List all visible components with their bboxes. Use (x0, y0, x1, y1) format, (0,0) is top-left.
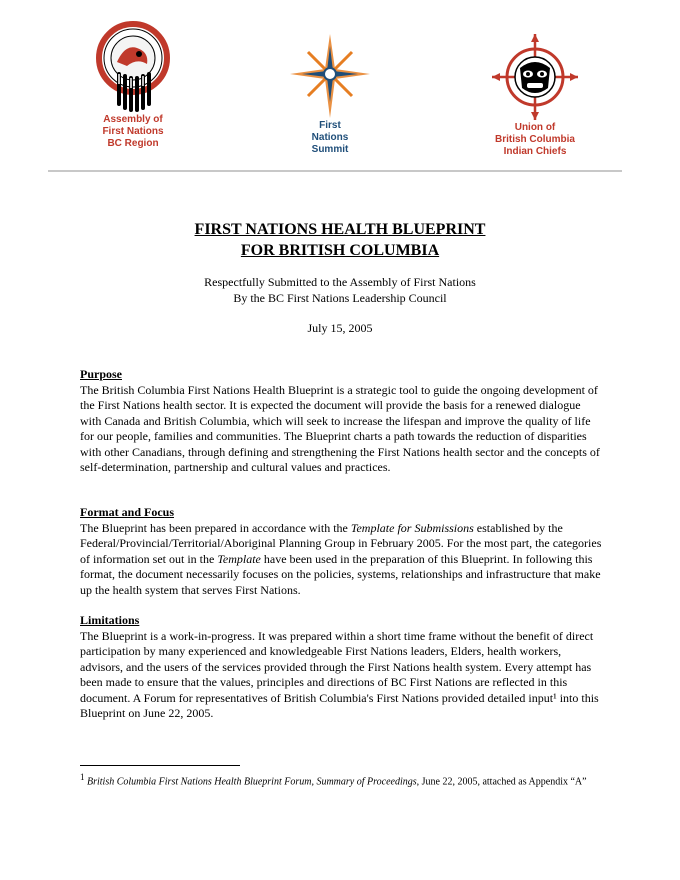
afn-logo (68, 18, 198, 150)
document-date: July 15, 2005 (307, 321, 373, 335)
afn-caption (68, 114, 198, 150)
body-text: The Blueprint has been prepared in accordance with the (80, 520, 351, 535)
section-purpose (80, 367, 602, 476)
ubcic-caption-line: Indian Chiefs (503, 146, 567, 157)
section-heading: Format and Focus (80, 505, 174, 519)
section-format-and-focus (80, 505, 602, 598)
section-body (80, 521, 602, 599)
body-text: have been used in the preparation of this Blueprint. In following this format, the document necessarily focuses on the policies, systems, relationships and infrastructure that make up the health system that serves First Nations. (80, 551, 601, 597)
afn-emblem-icon (91, 18, 175, 114)
section-heading: Purpose (80, 367, 122, 381)
section-body: The Blueprint is a work-in-progress. It was prepared within a short time frame without the benefit of direct participation by many experienced and knowledgeable First Nations leaders, Elders, health workers, advisors, and the users of the services provided through the First Nations health system. Every attempt has been made to ensure that the values, principles and directions of BC First Nations are reflected in this document. A Forum for representatives of British Columbia's First Nations provided detailed input¹ into this Blueprint on June 22, 2005. (80, 628, 599, 720)
footnote-citation: British Columbia First Nations Health Blueprint Forum, Summary of Proceedings (87, 776, 417, 788)
fns-logo (272, 32, 388, 156)
section-heading: Limitations (80, 613, 140, 627)
ubcic-caption (470, 122, 600, 158)
document-title (48, 219, 632, 261)
fns-caption (272, 120, 388, 156)
footnote-text: , June 22, 2005, attached as Appendix “A” (416, 776, 587, 788)
title-line: FOR BRITISH COLUMBIA (240, 242, 440, 259)
fns-caption-line: First (319, 120, 341, 131)
section-body: The British Columbia First Nations Health Blueprint is a strategic tool to guide the ongoing development of the First Nations health sector. It is expected the document will provide the basis for a renewed dialogue with Canada and British Columbia, which will seek to increase the lifespan and improve the quality of life for our people, families and communities. The Blueprint charts a path towards the reduction of disparities with other Canadians, through defining and strengthening the First Nations health sector and the concepts of self-determination, partnership and cultural values and practices. (80, 382, 600, 474)
header-logos (0, 0, 680, 175)
footnote (80, 770, 600, 789)
body-text: established by the Federal/Provincial/Territorial/Aboriginal Planning Group in February 2005. For the most part, the categories of information set out in the (80, 520, 602, 566)
footnote-divider (80, 765, 240, 766)
template-reference: Template (217, 551, 261, 566)
header-divider (48, 170, 622, 172)
ubcic-emblem-icon (490, 32, 580, 122)
footnote-marker: 1 (80, 772, 85, 782)
fns-caption-line: Summit (311, 144, 349, 155)
title-line: FIRST NATIONS HEALTH BLUEPRINT (194, 221, 486, 238)
subtitle-line: By the BC First Nations Leadership Council (233, 291, 447, 305)
subtitle-line: Respectfully Submitted to the Assembly of First Nations (204, 275, 476, 289)
template-reference: Template for Submissions (350, 520, 474, 535)
ubcic-caption-line: British Columbia (494, 134, 575, 145)
ubcic-caption-line: Union of (514, 122, 556, 133)
document-subtitle (48, 274, 632, 306)
afn-caption-line: BC Region (107, 138, 159, 149)
ubcic-logo (470, 32, 600, 158)
fns-caption-line: Nations (311, 132, 349, 143)
afn-caption-line: Assembly of (103, 114, 163, 125)
afn-caption-line: First Nations (102, 126, 164, 137)
star-compass-icon (288, 32, 372, 120)
section-limitations (80, 613, 602, 722)
